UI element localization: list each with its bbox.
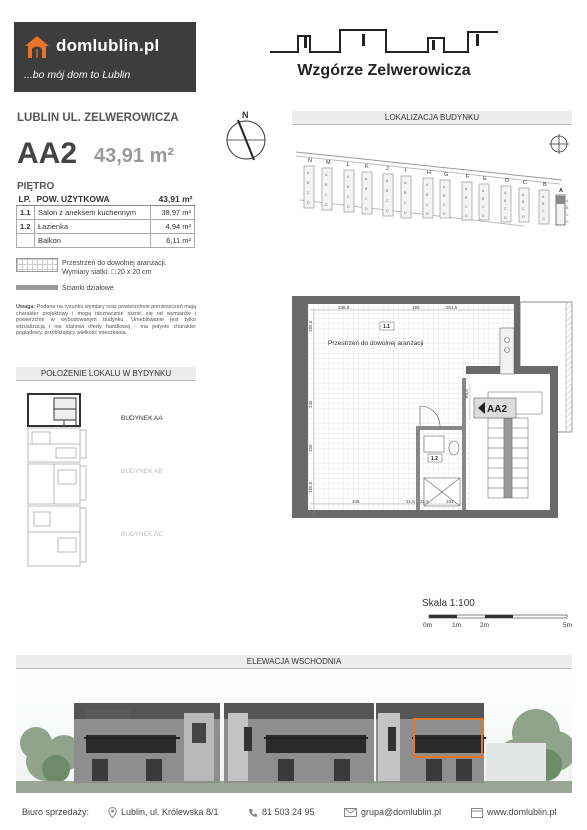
svg-text:I: I — [405, 168, 407, 174]
svg-text:A: A — [386, 179, 389, 183]
room-label-12: 1.2 — [431, 456, 438, 462]
svg-text:J: J — [386, 166, 389, 172]
phone-icon — [248, 808, 258, 818]
svg-text:C: C — [566, 213, 569, 217]
svg-text:D: D — [404, 211, 407, 215]
footer-office-label: Biuro sprzedaży: — [22, 807, 90, 817]
svg-text:D: D — [482, 214, 485, 218]
note-text: Podane na rysunku wymiary oraz powierzchnie pomieszczeń mają charakter projektowy i mogą nieznacznie różnić się od wymiarów i powierzchni w wybudowanym budynku. Umeblowanie jest tylko wizualizacją i nie stanowi oferty handlowej - ma jedynie charakter poglądowy, przybliżający wielkość mieszkania. — [16, 304, 196, 337]
dim-left-3: 100 — [308, 444, 313, 452]
svg-text:N: N — [308, 158, 312, 164]
partition-wall-swatch — [16, 285, 58, 290]
svg-text:A: A — [566, 199, 569, 203]
dim-bottom-4: 181 — [446, 499, 454, 504]
svg-text:G: G — [444, 172, 449, 178]
svg-text:B: B — [404, 191, 407, 195]
svg-text:A: A — [426, 183, 429, 187]
site-plan-rows — [304, 158, 565, 225]
svg-text:A: A — [325, 173, 328, 177]
svg-text:A: A — [365, 177, 368, 181]
section-elevation: ELEWACJA WSCHODNIA — [16, 655, 572, 669]
room-lp: 1.1 — [17, 206, 35, 220]
svg-text:A: A — [542, 195, 545, 199]
footer-email[interactable] — [344, 807, 441, 817]
room-name: Łazienka — [35, 220, 151, 234]
svg-text:D: D — [522, 215, 525, 219]
svg-text:A: A — [522, 193, 525, 197]
svg-text:K: K — [365, 164, 369, 170]
rooms-table-header — [17, 193, 195, 206]
room-name: Balkon — [35, 234, 151, 248]
dim-top-2: 190 — [412, 305, 420, 310]
footer-phone[interactable] — [248, 807, 315, 818]
col-area: 43,91 m² — [151, 193, 195, 206]
svg-text:A: A — [482, 189, 485, 193]
dim-bottom-3: 31,5 — [420, 499, 429, 504]
elevation-building-2 — [224, 703, 374, 783]
building-label-aa: BUDYNEK AA — [121, 415, 163, 422]
svg-text:B: B — [522, 200, 525, 204]
unit-tag: AA2 — [487, 404, 508, 415]
footer-address-text: Lublin, ul. Królewska 8/1 — [121, 807, 219, 817]
svg-text:B: B — [482, 197, 485, 201]
svg-text:B: B — [465, 196, 468, 200]
svg-text:D: D — [542, 217, 545, 221]
svg-text:M: M — [326, 160, 331, 166]
footer-website-text: www.domlublin.pl — [487, 807, 557, 817]
dim-top-1: 339,5 — [338, 305, 350, 310]
room-area: 4,94 m² — [151, 220, 195, 234]
location-pin-icon — [108, 807, 117, 818]
svg-text:F: F — [466, 174, 470, 180]
website-icon — [471, 808, 483, 818]
svg-text:A: A — [347, 175, 350, 179]
logo-slogan: ...bo mój dom to Lublin — [24, 69, 131, 81]
room-name: Salon z aneksem kuchennym — [35, 206, 151, 220]
dim-left-1: 189,5 — [308, 320, 313, 332]
section-position: POŁOŻENIE LOKALU W BYDYNKU — [16, 367, 196, 381]
svg-text:D: D — [504, 216, 507, 220]
unit-code: AA2 — [17, 137, 78, 170]
grid-hatch-swatch — [16, 258, 58, 272]
svg-text:D: D — [307, 201, 310, 205]
svg-text:A: A — [559, 188, 563, 194]
legend-grid-size: Wymiary siatki: □ 20 x 20 cm — [62, 269, 152, 276]
site-row-a — [556, 188, 565, 225]
svg-text:C: C — [504, 207, 507, 211]
svg-text:D: D — [325, 203, 328, 207]
dim-bottom-1: 345 — [352, 499, 360, 504]
free-space-label: Przestrzeń do dowolnej aranżacji — [328, 340, 424, 347]
logo-brand: domlublin.pl — [56, 36, 160, 55]
legend-free-arrangement: Przestrzeń do dowolnej aranżacji. — [62, 260, 167, 267]
scale-tick-2: 2m — [480, 622, 490, 629]
dim-top-3: 251,5 — [446, 305, 458, 310]
svg-text:B: B — [504, 199, 507, 203]
table-row — [17, 220, 195, 234]
svg-text:C: C — [482, 205, 485, 209]
room-area: 38,97 m² — [151, 206, 195, 220]
floor-plan — [288, 288, 576, 528]
logo — [14, 22, 196, 92]
svg-text:B: B — [543, 182, 547, 188]
project-name: Wzgórze Zelwerowicza — [297, 62, 471, 79]
svg-text:B: B — [443, 194, 446, 198]
footer-email-text: grupa@domlublin.pl — [361, 807, 442, 817]
site-compass-icon — [548, 133, 570, 155]
room-lp: 1.2 — [17, 220, 35, 234]
svg-text:B: B — [542, 202, 545, 206]
svg-text:C: C — [404, 201, 407, 205]
svg-text:C: C — [465, 205, 468, 209]
elevation-building-3 — [376, 703, 486, 783]
unit-area: 43,91 m² — [94, 145, 175, 167]
room-lp — [17, 234, 35, 248]
rooms-table — [16, 193, 195, 248]
svg-text:C: C — [365, 197, 368, 201]
svg-text:C: C — [325, 193, 328, 197]
svg-text:B: B — [386, 189, 389, 193]
table-row — [17, 206, 195, 220]
svg-text:B: B — [347, 185, 350, 189]
svg-text:B: B — [307, 181, 310, 185]
scale-bar — [425, 613, 571, 623]
svg-text:C: C — [523, 180, 527, 186]
svg-text:C: C — [542, 209, 545, 213]
building-label-ab: BUDYNEK AB — [121, 468, 163, 475]
scale-tick-5: 5m — [563, 622, 573, 629]
building-label-ac: BUDYNEK AC — [121, 531, 163, 538]
building-position-schematic — [24, 392, 94, 570]
footer — [0, 798, 587, 830]
svg-text:C: C — [522, 207, 525, 211]
scale-title: Skala 1:100 — [422, 598, 475, 609]
svg-text:A: A — [504, 191, 507, 195]
svg-text:C: C — [307, 191, 310, 195]
svg-text:D: D — [426, 212, 429, 216]
dim-left-2: 245 — [308, 400, 313, 408]
svg-text:D: D — [465, 214, 468, 218]
svg-text:A: A — [307, 171, 310, 175]
legend-partition-walls: Ścianki działowe — [62, 285, 114, 292]
scale-tick-0: 0m — [423, 622, 433, 629]
room-area: 6,11 m² — [151, 234, 195, 248]
svg-text:C: C — [426, 203, 429, 207]
elevation-building-1 — [74, 703, 220, 783]
svg-text:D: D — [347, 205, 350, 209]
table-row — [17, 234, 195, 248]
svg-text:A: A — [404, 181, 407, 185]
scale-tick-1: 1m — [452, 622, 462, 629]
svg-text:C: C — [386, 199, 389, 203]
east-elevation-illustration — [16, 673, 572, 793]
svg-text:B: B — [426, 193, 429, 197]
col-name: POW. UŻYTKOWA — [35, 193, 151, 206]
disclaimer-note — [16, 304, 196, 337]
dim-bottom-2: 31,5 — [406, 499, 415, 504]
project-logo-skyline — [268, 22, 500, 58]
note-label: Uwaga: — [16, 304, 36, 310]
svg-text:D: D — [386, 209, 389, 213]
svg-text:L: L — [347, 162, 351, 168]
unit-floor: PIĘTRO — [17, 181, 55, 192]
legend-free-space — [62, 259, 167, 277]
email-icon — [344, 808, 357, 817]
svg-text:C: C — [347, 195, 350, 199]
dim-right-1: 65,5 — [464, 389, 469, 398]
svg-text:H: H — [427, 170, 431, 176]
footer-address — [108, 807, 219, 818]
room-label-11: 1.1 — [383, 324, 390, 330]
site-plan — [292, 130, 574, 230]
footer-phone-text: 81 503 24 95 — [262, 807, 315, 817]
compass-north-label: N — [242, 110, 249, 120]
svg-text:D: D — [566, 220, 569, 224]
svg-text:C: C — [443, 203, 446, 207]
svg-text:B: B — [365, 187, 368, 191]
svg-text:E: E — [483, 176, 487, 182]
section-location: LOKALIZACJA BUDYNKU — [292, 111, 572, 125]
col-lp: LP. — [17, 193, 35, 206]
svg-text:B: B — [566, 206, 569, 210]
svg-text:D: D — [365, 207, 368, 211]
house-logo-icon — [24, 34, 50, 60]
svg-text:A: A — [443, 185, 446, 189]
compass-icon — [220, 108, 270, 162]
footer-website[interactable] — [471, 807, 557, 818]
svg-text:A: A — [465, 187, 468, 191]
svg-text:B: B — [325, 183, 328, 187]
unit-address: LUBLIN UL. ZELWEROWICZA — [17, 112, 179, 124]
svg-text:D: D — [505, 178, 509, 184]
svg-text:D: D — [443, 212, 446, 216]
dim-left-4: 160,5 — [308, 481, 313, 493]
